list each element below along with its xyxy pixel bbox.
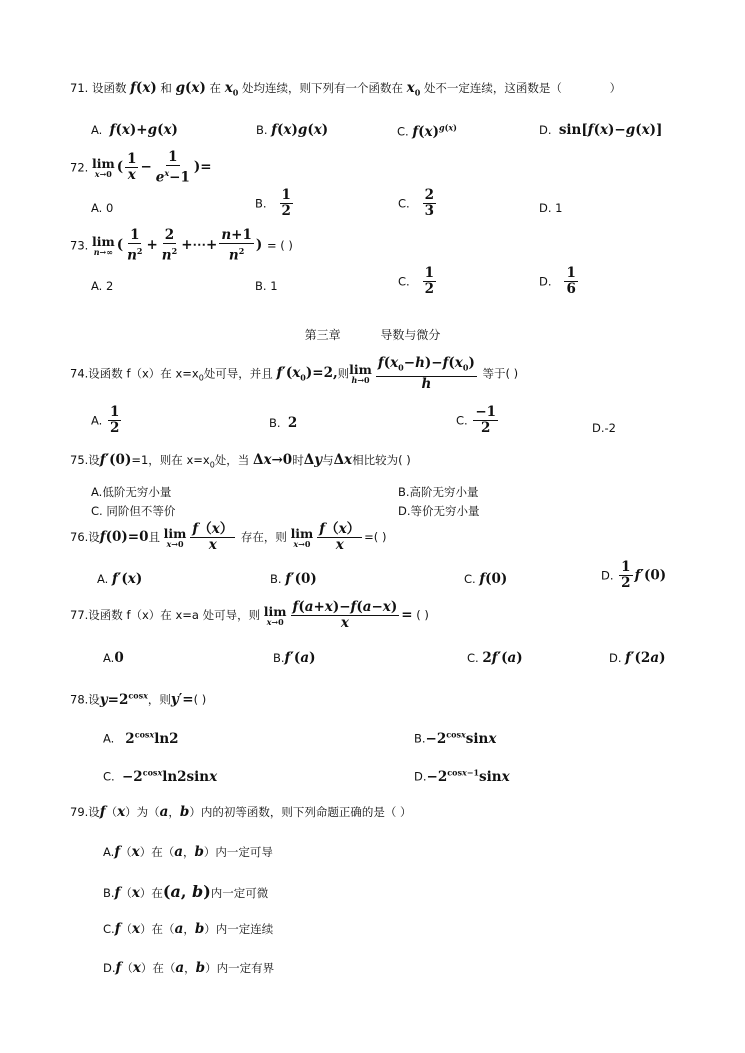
q76-stem: 76.设f(0)=0且 lim x→0 $\frac{f(x)}{x}$ 存在，则 lim x→0 $\frac{f(x)}{x}$ =( ): [70, 521, 387, 553]
q75-option-a: A.低阶无穷小量: [91, 485, 172, 499]
q79-option-a: A.f（x）在（a，b）内一定可导: [103, 844, 273, 860]
q73-option-b: B. 1: [255, 279, 278, 293]
q72-number: 72.: [70, 160, 89, 175]
q74-stem: 74.设函数 f（x）在 $x=x_0$处可导，并且 $f'(x_0)=2$,则 lim h→0 $\frac{f(x_0-h)-f(x_0)}{h}$ 等于( ): [70, 355, 519, 392]
q72-option-c: C. $\frac{2}{3}$: [398, 187, 435, 219]
q71-option-d: D. sin[f(x)−g(x)]: [539, 122, 663, 138]
q73-stem: 73. lim n→∞ ( $\frac{1}{n^2}$ + $\frac{2}{n^2}$ +⋯+ $\frac{n+1}{n^2}$ ) = ( ): [70, 227, 293, 264]
q78-option-d: $D.-2^{cosx-1}\sin x$: [414, 767, 510, 785]
q73-option-a: A. 2: [91, 279, 114, 293]
q78-option-a: A. $2^{cosx}\ln 2$: [103, 729, 179, 747]
q77-option-b: B.f′(a): [273, 650, 316, 666]
q79-option-b: B.f（x）在(a, b)内一定可微: [103, 882, 269, 901]
q78-option-b: $B.-2^{cosx}\sin x$: [414, 729, 497, 747]
q74-text: 设函数 f（x）在 x=x: [88, 366, 199, 381]
q71-f: f(x): [130, 80, 157, 96]
q71-text-d: 处不一定连续，这函数是（: [423, 81, 562, 95]
q72-stem: 72. lim x→0 ( $\frac{1}{x}$ − $\frac{1}{e^x-1}$ )=: [70, 149, 212, 186]
q78-stem: 78.设$y=2^{cosx}$，则y′=( ): [70, 690, 207, 708]
q71-and: 和: [160, 81, 172, 95]
chapter-heading: [0, 326, 745, 343]
q76-option-a: A. f′(x): [97, 571, 143, 587]
q77-option-d: D. f′(2a): [609, 650, 666, 666]
q71-text-c: 处均连续，则下列有一个函数在: [241, 81, 403, 95]
q71-option-c: C. $f(x)^{g(x)}$: [397, 122, 457, 140]
q79-option-d: D.f（x）在（a，b）内一定有界: [103, 960, 275, 976]
q73-paren: = ( ): [266, 238, 293, 253]
q75-stem: 75.设f′(0)=1，则在 $x=x_0$处，当 Δx→0时Δy与Δx相比较为( ): [70, 452, 411, 470]
q75-option-c: C. 同阶但不等价: [91, 504, 176, 518]
q77-option-a: A.0: [103, 650, 124, 666]
q79-number: 79.: [70, 805, 89, 819]
q71-x0b: $x_0$: [406, 80, 421, 98]
q71-option-b: B. f(x)g(x): [256, 122, 329, 138]
q71-x0: $x_0$: [224, 80, 239, 98]
q74-option-a: A. $\frac{1}{2}$: [91, 404, 120, 436]
q77-number: 77.: [70, 608, 89, 622]
q75-option-b: B.高阶无穷小量: [398, 485, 479, 499]
chapter-title: 导数与微分: [380, 328, 441, 342]
q71-text-b: 在: [209, 81, 222, 95]
q73-option-c: C. $\frac{1}{2}$: [398, 265, 435, 297]
q78-option-c: C. $-2^{cosx}\ln 2\sin x$: [103, 767, 218, 785]
q77-stem: 77.设函数 f（x）在 x=a 处可导，则 lim x→0 $\frac{f(a+x)-f(a-x)}{x}$ = ( ): [70, 599, 429, 631]
q74-text2: 处可导，并且: [203, 366, 273, 381]
q79-stem: 79.设f（x）为（a，b）内的初等函数，则下列命题正确的是（ ）: [70, 804, 412, 820]
q72-option-a: A. 0: [91, 201, 114, 215]
q78-number: 78.: [70, 692, 89, 707]
q71-g: g(x): [175, 80, 206, 96]
q79-option-c: C.f（x）在（a，b）内一定连续: [103, 921, 274, 937]
q74-option-d: D.-2: [592, 421, 616, 435]
q74-then: 则: [337, 366, 350, 381]
q71-stem: [70, 80, 621, 98]
q76-option-b: B. f′(0): [270, 571, 317, 587]
q72-option-b: B. $\frac{1}{2}$: [255, 187, 291, 219]
chapter-number: 第三章: [304, 328, 341, 342]
q74-option-b: B. 2: [269, 415, 298, 431]
q75-option-d: D.等价无穷小量: [398, 504, 480, 518]
q76-option-c: C. f(0): [464, 571, 508, 587]
q71-number: 71.: [70, 81, 89, 95]
q74-number: 74.: [70, 366, 89, 381]
q71-text-a: 设函数: [91, 81, 127, 95]
q73-option-d: D. $\frac{1}{6}$: [539, 265, 576, 297]
q72-option-d: D. 1: [539, 201, 563, 215]
q74-tail: 等于( ): [482, 366, 519, 381]
q71-close: ）: [609, 81, 622, 95]
q75-number: 75.: [70, 453, 89, 467]
q77-option-c: C. 2f′(a): [467, 650, 523, 666]
q74-option-c: C. $\frac{-1}{2}$: [456, 404, 497, 436]
q71-option-a: A. f(x)+g(x): [91, 122, 178, 138]
q73-number: 73.: [70, 238, 89, 253]
q76-number: 76.: [70, 530, 89, 544]
q76-option-d: D. $\frac{1}{2}$ f′(0): [601, 559, 667, 591]
